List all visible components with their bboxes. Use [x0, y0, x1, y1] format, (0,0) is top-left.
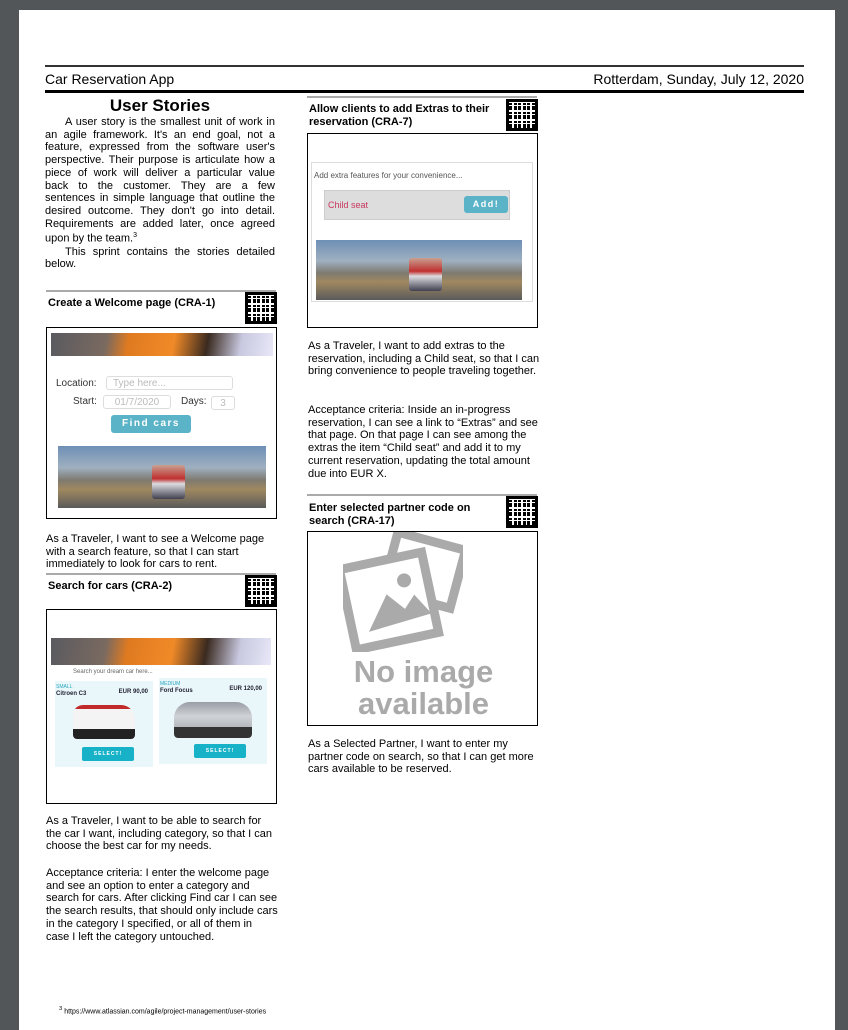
app-name: Car Reservation App [45, 71, 175, 87]
footnote-number: 3 [59, 1006, 63, 1012]
location-input[interactable]: Type here... [106, 376, 233, 390]
add-extra-button[interactable]: Add! [464, 196, 508, 213]
car-name: Citroen C3 [56, 691, 87, 697]
intro-text [45, 116, 275, 271]
story-description: As a Selected Partner, I want to enter my partner code on search, so that I can get more cars available to be reserved. [308, 738, 534, 776]
car-banner-image [51, 333, 273, 356]
page-header [45, 71, 804, 87]
story-title: Enter selected partner code on search (CRA-17) [309, 502, 471, 527]
divider [46, 290, 276, 292]
car-category: MEDIUM [160, 681, 181, 687]
car-name: Ford Focus [160, 688, 193, 694]
extra-item-row [324, 190, 510, 220]
intro-paragraph-2: This sprint contains the stories detailed below. [45, 245, 275, 271]
divider [307, 494, 537, 496]
car-banner-image [51, 638, 271, 665]
car-image [73, 705, 135, 739]
qr-code [506, 99, 538, 131]
footnote-link[interactable]: https://www.atlassian.com/agile/project-management/user-stories [64, 1008, 267, 1016]
divider [46, 573, 276, 575]
start-label: Start: [73, 396, 97, 407]
no-image-text: No image available [353, 654, 494, 721]
days-input[interactable]: 3 [211, 396, 235, 410]
story-mockup-extras [307, 133, 538, 328]
story-mockup-search [46, 609, 277, 804]
qr-code [245, 575, 277, 607]
car-price: EUR 120,00 [229, 686, 262, 692]
qr-code [245, 292, 277, 324]
find-cars-button[interactable]: Find cars [111, 415, 191, 433]
image-placeholder-icon [343, 532, 463, 652]
qr-code [506, 496, 538, 528]
footnote-ref[interactable]: 3 [133, 232, 137, 240]
story-mockup-placeholder [307, 531, 538, 726]
road-trip-image [58, 446, 266, 508]
select-button[interactable]: SELECT! [82, 747, 134, 761]
extras-panel [311, 162, 533, 302]
location-label: Location: [56, 378, 97, 389]
story-description: As a Traveler, I want to add extras to the reservation, including a Child seat, so that I can bring convenience to people traveling together. [308, 340, 540, 378]
story-description: As a Traveler, I want to be able to search for the car I want, including category, so that I can choose the best car for my needs. [46, 815, 273, 853]
story-description: As a Traveler, I want to see a Welcome page with a search feature, so that I can start immediately to look for cars to rent. [46, 533, 265, 571]
car-price: EUR 90,00 [118, 689, 148, 695]
divider [307, 96, 537, 98]
story-title: Create a Welcome page (CRA-1) [48, 297, 216, 309]
document-page [19, 10, 835, 1030]
story-title: Search for cars (CRA-2) [48, 580, 173, 592]
car-image [174, 702, 252, 738]
acceptance-criteria: Acceptance criteria: Inside an in-progress reservation, I can see a link to “Extras” and see that page. On that page I can see among the extras the item “Child seat” and add it to my current reservation, updating the total amount due into EUR X. [308, 404, 538, 480]
header-rule-bottom [45, 90, 804, 93]
acceptance-criteria: Acceptance criteria: I enter the welcome page and see an option to enter a category and search for cars. After clicking Find car I can see the search results, that should only include cars in the category I specified, or all of them in case I left the category untouched. [46, 867, 278, 943]
footnote [59, 1006, 266, 1015]
days-label: Days: [181, 396, 207, 407]
story-mockup-welcome [46, 327, 277, 519]
extras-prompt: Add extra features for your convenience... [314, 171, 463, 180]
intro-paragraph: A user story is the smallest unit of work in an agile framework. It's an end goal, not a feature, expressed from the software user's perspective. Their purpose is articulate how a piece of work will deliver a particular value back to the customer. They are a few sentences in simple language that outline the desired outcome. They don't go into detail. Requirements are added later, once agreed upon by the team. [45, 116, 275, 245]
header-rule [45, 65, 804, 67]
select-button[interactable]: SELECT! [194, 744, 246, 758]
car-card[interactable] [159, 678, 267, 764]
road-trip-image [316, 240, 522, 300]
section-title: User Stories [109, 96, 211, 115]
story-title: Allow clients to add Extras to their reservation (CRA-7) [309, 103, 490, 128]
extra-item-name: Child seat [328, 200, 369, 210]
location-date: Rotterdam, Sunday, July 12, 2020 [593, 71, 804, 87]
search-input[interactable]: Search your dream car here... [73, 669, 153, 675]
car-card[interactable] [55, 681, 153, 767]
start-date-input[interactable]: 01/7/2020 [103, 395, 171, 409]
car-category: SMALL [56, 684, 73, 690]
